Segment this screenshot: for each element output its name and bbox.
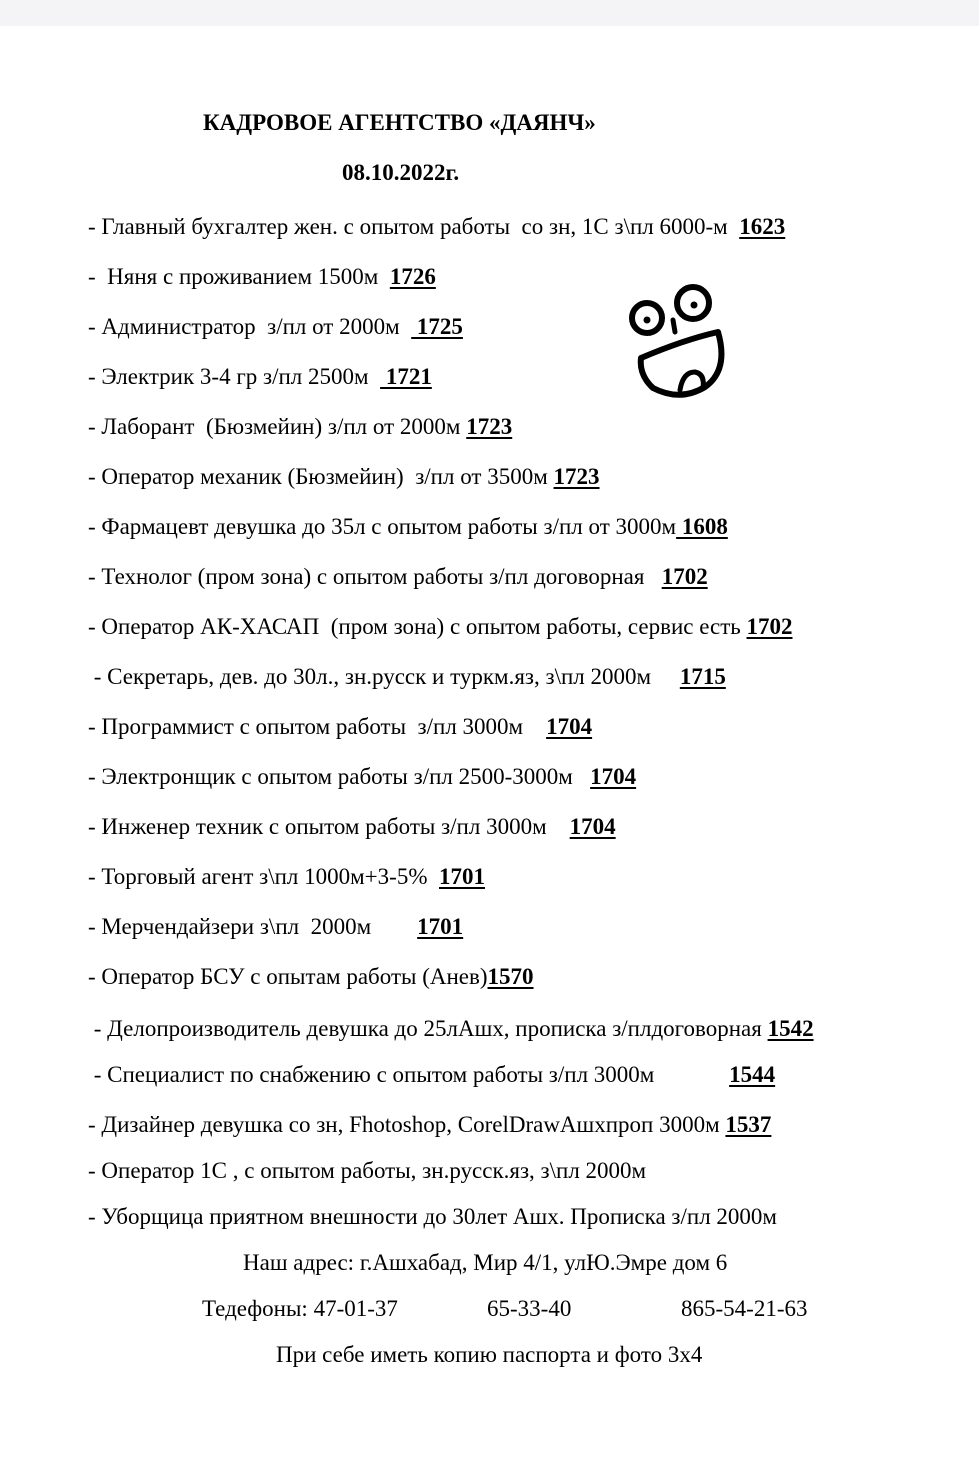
vacancy-text: - Фармацевт девушка до 35л с опытом работы з/пл от 3000м xyxy=(88,514,677,539)
vacancy-item xyxy=(88,1156,646,1186)
screen-top-bar xyxy=(0,0,979,26)
vacancy-text: - Технолог (пром зона) с опытом работы з/пл договорная xyxy=(88,564,662,589)
vacancy-item xyxy=(88,712,592,742)
vacancy-code: 1723 xyxy=(553,464,600,489)
vacancy-item xyxy=(88,212,785,242)
vacancy-text: - Делопроизводитель девушка до 25лАшх, прописка з/плдоговорная xyxy=(88,1016,768,1041)
vacancy-item xyxy=(88,812,616,842)
vacancy-item xyxy=(88,962,534,992)
vacancy-code: 1725 xyxy=(411,314,463,339)
vacancy-code: 1701 xyxy=(417,914,464,939)
vacancy-code: 1704 xyxy=(546,714,593,739)
vacancy-item xyxy=(88,562,708,592)
vacancy-text: - Секретарь, дев. до 30л., зн.русск и туркм.яз, з\пл 2000м xyxy=(88,664,680,689)
vacancy-item xyxy=(88,1014,814,1044)
vacancy-code: 1715 xyxy=(679,664,726,689)
vacancy-code: 1570 xyxy=(487,964,534,989)
phone-3: 865-54-21-63 xyxy=(681,1296,808,1321)
vacancy-item xyxy=(88,862,485,892)
vacancy-code: 1704 xyxy=(569,814,616,839)
vacancy-item xyxy=(88,762,636,792)
vacancy-code: 1721 xyxy=(380,364,432,389)
vacancy-text: - Электрик 3-4 гр з/пл 2500м xyxy=(88,364,381,389)
vacancy-code: 1723 xyxy=(466,414,513,439)
vacancy-text: - Администратор з/пл от 2000м xyxy=(88,314,412,339)
vacancy-item xyxy=(88,612,793,642)
vacancy-code: 1608 xyxy=(676,514,728,539)
agency-address: Наш адрес: г.Ашхабад, Мир 4/1, улЮ.Эмре дом 6 xyxy=(243,1250,728,1275)
vacancy-item xyxy=(88,1060,775,1090)
vacancy-text: - Торговый агент з\пл 1000м+3-5% xyxy=(88,864,439,889)
vacancy-item xyxy=(88,312,463,342)
vacancy-code: 1726 xyxy=(389,264,436,289)
vacancy-code: 1623 xyxy=(739,214,786,239)
vacancy-text: - Оператор БСУ с опытам работы (Анев) xyxy=(88,964,488,989)
vacancy-code: 1537 xyxy=(725,1112,772,1137)
vacancy-code: 1702 xyxy=(746,614,793,639)
vacancy-item xyxy=(88,1110,771,1140)
vacancy-item xyxy=(88,262,436,292)
vacancy-item xyxy=(88,912,463,942)
vacancy-code: 1702 xyxy=(661,564,708,589)
vacancy-code: 1544 xyxy=(729,1062,776,1087)
vacancy-item xyxy=(88,1202,777,1232)
vacancy-item xyxy=(88,662,726,692)
vacancy-text: - Оператор механик (Бюзмейин) з/пл от 3500м xyxy=(88,464,554,489)
vacancy-text: - Оператор 1С , с опытом работы, зн.русск.яз, з\пл 2000м xyxy=(88,1158,647,1183)
vacancy-text: - Программист с опытом работы з/пл 3000м xyxy=(88,714,547,739)
vacancy-text: - Мерчендайзери з\пл 2000м xyxy=(88,914,418,939)
vacancy-item xyxy=(88,412,512,442)
vacancy-text: - Уборщица приятном внешности до 30лет Ашх. Прописка з/пл 2000м xyxy=(88,1204,777,1229)
vacancy-item xyxy=(88,462,600,492)
vacancy-text: - Оператор АК-ХАСАП (пром зона) с опытом работы, сервис есть xyxy=(88,614,747,639)
vacancy-text: - Дизайнер девушка со зн, Fhotoshop, CorelDrawАшхпроп 3000м xyxy=(88,1112,726,1137)
phone-label-1: Тедефоны: 47-01-37 xyxy=(202,1296,398,1321)
vacancy-code: 1701 xyxy=(438,864,485,889)
vacancy-item xyxy=(88,512,728,542)
vacancy-code: 1542 xyxy=(767,1016,814,1041)
vacancy-text: - Инженер техник с опытом работы з/пл 3000м xyxy=(88,814,570,839)
phone-2: 65-33-40 xyxy=(487,1296,572,1321)
vacancy-text: - Няня с проживанием 1500м xyxy=(88,264,390,289)
vacancy-item xyxy=(88,362,432,392)
document-date: 08.10.2022г. xyxy=(342,160,460,185)
smiley-face-icon xyxy=(625,280,735,405)
documents-note: При себе иметь копию паспорта и фото 3х4 xyxy=(276,1342,703,1367)
vacancy-text: - Электронщик с опытом работы з/пл 2500-3000м xyxy=(88,764,591,789)
agency-title: КАДРОВОЕ АГЕНТСТВО «ДАЯНЧ» xyxy=(203,110,596,135)
vacancy-text: - Лаборант (Бюзмейин) з/пл от 2000м xyxy=(88,414,467,439)
vacancy-text: - Специалист по снабжению с опытом работы з/пл 3000м xyxy=(88,1062,730,1087)
vacancy-code: 1704 xyxy=(590,764,637,789)
vacancy-text: - Главный бухгалтер жен. с опытом работы со зн, 1С з\пл 6000-м xyxy=(88,214,740,239)
